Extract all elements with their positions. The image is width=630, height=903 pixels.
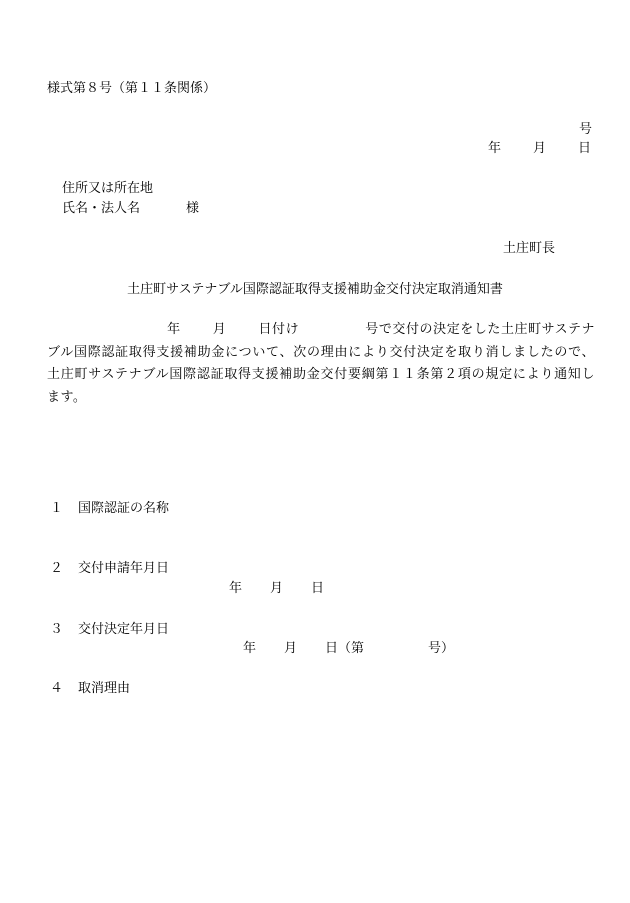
- section-3-month: 月: [284, 641, 298, 656]
- section-3-day: 日（第: [325, 641, 365, 656]
- recipient-honorific: 様: [186, 201, 200, 216]
- section-3-label: 交付決定年月日: [78, 622, 170, 637]
- section-3-year: 年: [243, 641, 257, 656]
- recipient-address-label: 住所又は所在地: [62, 181, 154, 196]
- section-3-date: [243, 639, 454, 659]
- body-text: 号で交付の決定をした土庄町サステナブル国際認証取得支援補助金について、次の理由により交付決定を取り消しましたので、土庄町サステナブル国際認証取得支援補助金交付要綱第１１条第２項の規定により通知します。: [47, 322, 596, 405]
- body-paragraph: [47, 319, 595, 409]
- issuer-name: 土庄町長: [503, 241, 556, 256]
- document-number-suffix: 号: [579, 122, 593, 137]
- issue-date: [488, 139, 591, 159]
- form-label: 様式第８号（第１１条関係）: [47, 81, 217, 96]
- section-3-number-suffix: 号）: [428, 641, 455, 656]
- recipient-name-line: [62, 199, 199, 219]
- body-month: 月: [212, 322, 227, 337]
- section-2-date: [229, 579, 324, 599]
- body-day: 日付け: [258, 322, 300, 337]
- section-2: [50, 559, 169, 579]
- section-3: [50, 620, 169, 640]
- section-4: [50, 679, 130, 699]
- section-4-number: ４: [50, 681, 64, 696]
- section-1-label: 国際認証の名称: [78, 501, 170, 516]
- recipient-name-label: 氏名・法人名: [62, 201, 141, 216]
- document-title: 土庄町サステナブル国際認証取得支援補助金交付決定取消通知書: [127, 282, 503, 297]
- section-1: [50, 499, 169, 519]
- issue-date-year: 年: [488, 141, 502, 156]
- section-4-label: 取消理由: [78, 681, 131, 696]
- body-year: 年: [167, 322, 181, 337]
- section-3-number: ３: [50, 622, 64, 637]
- section-2-day: 日: [311, 581, 325, 596]
- section-2-month: 月: [270, 581, 284, 596]
- section-2-number: ２: [50, 561, 64, 576]
- issue-date-month: 月: [533, 141, 547, 156]
- section-2-label: 交付申請年月日: [78, 561, 170, 576]
- section-1-number: １: [50, 501, 64, 516]
- issue-date-day: 日: [578, 141, 592, 156]
- section-2-year: 年: [229, 581, 243, 596]
